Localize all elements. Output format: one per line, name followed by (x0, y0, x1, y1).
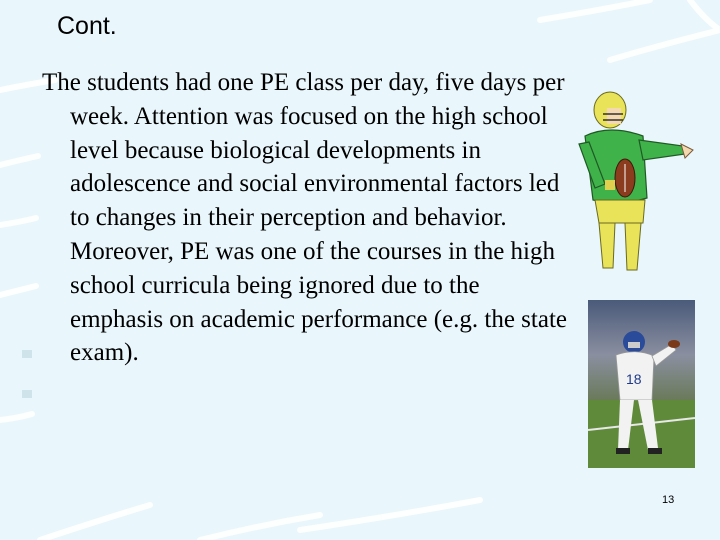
football-player-clipart (565, 88, 695, 273)
slide-body-text: The students had one PE class per day, five days per week. Attention was focused on the high school level because biological developments in adolescence and social environmental factors led to changes in their perception and behavior. Moreover, PE was one of the courses in the high school curricula being ignored due to the emphasis on academic performance (e.g. the state exam). (42, 69, 567, 367)
quarterback-photo (588, 300, 695, 468)
svg-text:18: 18 (626, 371, 642, 387)
page-number: 13 (662, 494, 675, 506)
slide-title: Cont. (57, 12, 117, 40)
